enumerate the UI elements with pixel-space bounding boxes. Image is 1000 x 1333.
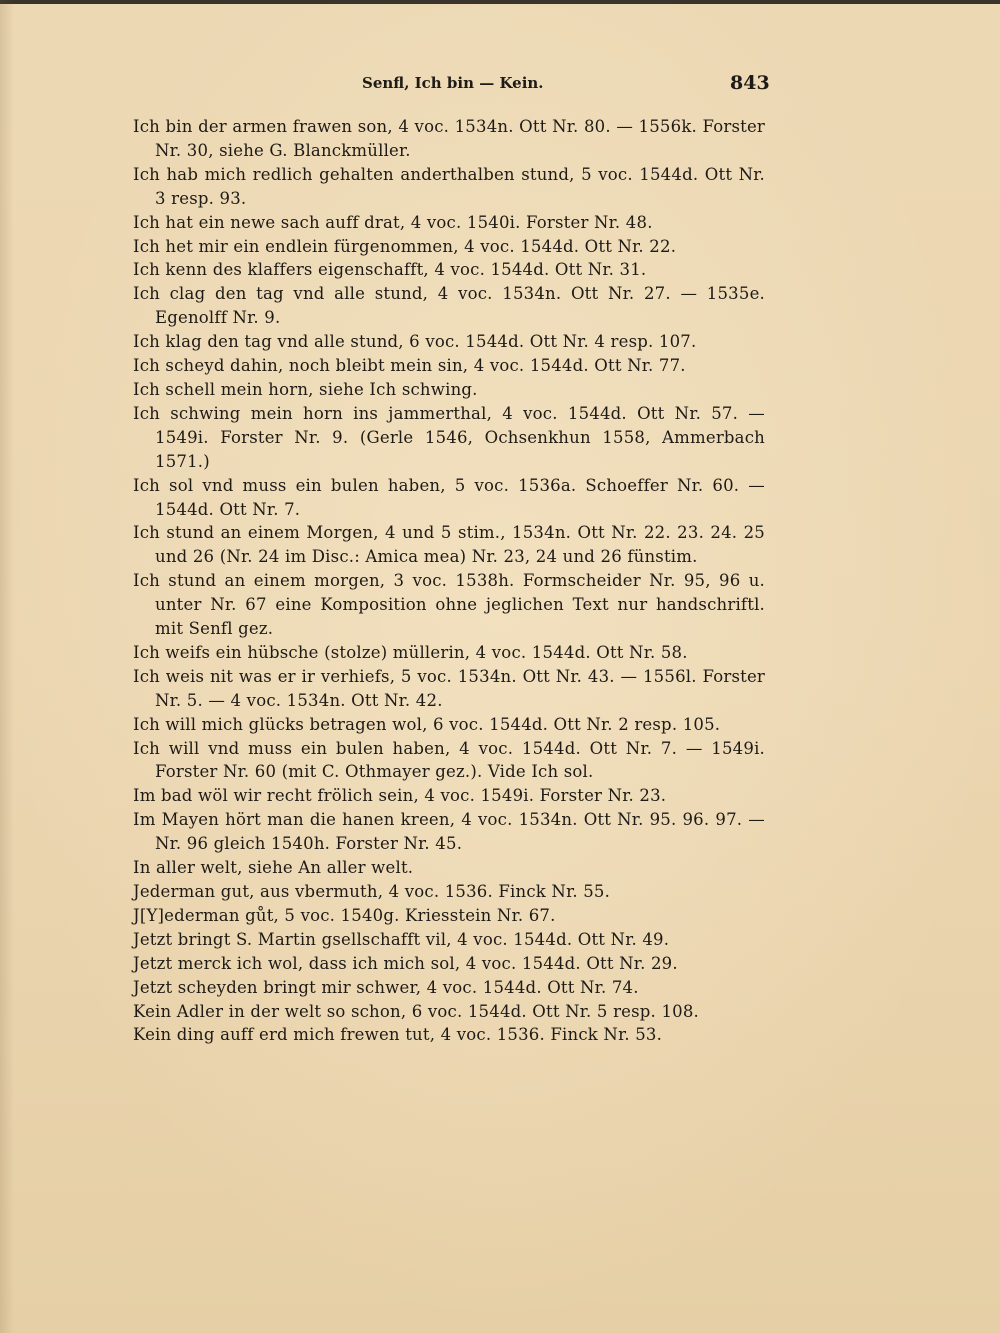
list-item: Kein ding auff erd mich frewen tut, 4 voc. 1536. Finck Nr. 53. — [133, 1025, 663, 1045]
list-item: Ich stund an einem Morgen, 4 und 5 stim., 1534n. Ott Nr. 22. 23. 24. 25 und 26 (Nr. 24 im Disc.: Amica mea) Nr. 23, 24 und 26 fünstim. — [133, 523, 765, 567]
list-item: Ich bin der armen frawen son, 4 voc. 1534n. Ott Nr. 80. — 1556k. Forster Nr. 30, siehe G. Blanckmüller. — [133, 117, 765, 160]
list-item: Ich will mich glücks betragen wol, 6 voc. 1544d. Ott Nr. 2 resp. 105. — [133, 714, 721, 734]
list-item: In aller welt, siehe An aller welt. — [133, 858, 414, 878]
list-item: Kein Adler in der welt so schon, 6 voc. 1544d. Ott Nr. 5 resp. 108. — [133, 1001, 699, 1021]
list-item: Ich clag den tag vnd alle stund, 4 voc. 1534n. Ott Nr. 27. — 1535e. Egenolff Nr. 9. — [133, 284, 765, 328]
entry-list — [133, 115, 765, 1047]
list-item: Ich sol vnd muss ein bulen haben, 5 voc. 1536a. Schoeffer Nr. 60. — 1544d. Ott Nr. 7. — [133, 475, 765, 519]
running-title: Senfl, Ich bin — Kein. — [362, 74, 544, 92]
list-item: Ich scheyd dahin, noch bleibt mein sin, 4 voc. 1544d. Ott Nr. 77. — [133, 356, 686, 376]
list-item: Ich will vnd muss ein bulen haben, 4 voc. 1544d. Ott Nr. 7. — 1549i. Forster Nr. 60 (mit C. Othmayer gez.). Vide Ich sol. — [133, 738, 765, 782]
list-item: Jetzt bringt S. Martin gsellschafft vil, 4 voc. 1544d. Ott Nr. 49. — [133, 929, 670, 949]
page-number: 843 — [730, 72, 770, 94]
list-item: Im Mayen hört man die hanen kreen, 4 voc. 1534n. Ott Nr. 95. 96. 97. — Nr. 96 gleich 1540h. Forster Nr. 45. — [133, 810, 765, 854]
list-item: Ich schell mein horn, siehe Ich schwing. — [133, 379, 478, 399]
list-item: Ich schwing mein horn ins jammerthal, 4 voc. 1544d. Ott Nr. 57. — 1549i. Forster Nr. 9. (Gerle 1546, Ochsenkhun 1558, Ammerbach 1571.) — [133, 403, 765, 471]
top-edge-rule — [0, 0, 1000, 4]
list-item: Ich het mir ein endlein fürgenommen, 4 voc. 1544d. Ott Nr. 22. — [133, 236, 677, 256]
list-item: Jetzt merck ich wol, dass ich mich sol, 4 voc. 1544d. Ott Nr. 29. — [133, 953, 678, 973]
list-item: Ich hat ein newe sach auff drat, 4 voc. 1540i. Forster Nr. 48. — [133, 212, 653, 232]
list-item: Ich stund an einem morgen, 3 voc. 1538h. Formscheider Nr. 95, 96 u. unter Nr. 67 eine Komposition ohne jeglichen Text nur handschriftl. mit Senfl gez. — [133, 571, 765, 639]
list-item: Ich weifs ein hübsche (stolze) müllerin, 4 voc. 1544d. Ott Nr. 58. — [133, 642, 688, 662]
list-item: Im bad wöl wir recht frölich sein, 4 voc. 1549i. Forster Nr. 23. — [133, 786, 667, 806]
list-item: Ich hab mich redlich gehalten anderthalben stund, 5 voc. 1544d. Ott Nr. 3 resp. 93. — [133, 164, 765, 208]
list-item: Ich weis nit was er ir verhiefs, 5 voc. 1534n. Ott Nr. 43. — 1556l. Forster Nr. 5. — 4 voc. 1534n. Ott Nr. 42. — [133, 666, 765, 710]
list-item: Jederman gut, aus vbermuth, 4 voc. 1536. Finck Nr. 55. — [133, 882, 611, 901]
list-item: J[Y]ederman gůt, 5 voc. 1540g. Kriesstein Nr. 67. — [133, 905, 556, 925]
list-item: Ich kenn des klaffers eigenschafft, 4 voc. 1544d. Ott Nr. 31. — [133, 260, 647, 280]
list-item: Jetzt scheyden bringt mir schwer, 4 voc. 1544d. Ott Nr. 74. — [133, 977, 639, 997]
binding-shadow — [0, 0, 14, 1333]
list-item: Ich klag den tag vnd alle stund, 6 voc. 1544d. Ott Nr. 4 resp. 107. — [133, 332, 697, 352]
